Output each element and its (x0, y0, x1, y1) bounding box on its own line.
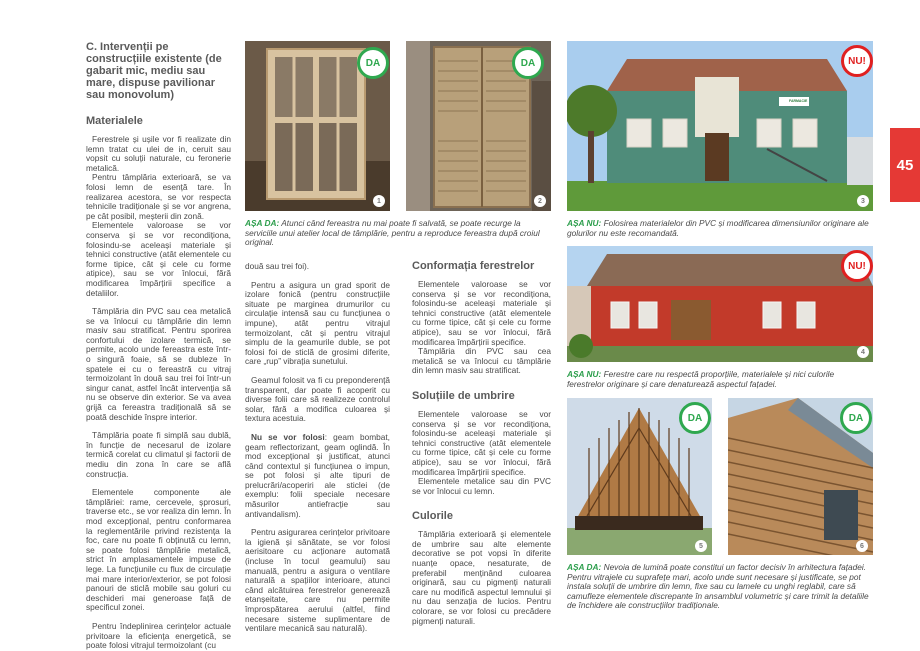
paragraph: Nu se vor folosi: geam bombat, geam reflectorizant, geam oglindă. În mod excepțional și justificat, atunci când contextul și funcțiunea o impun, se pot folosi și alte tipuri de prelucrări/acoperiri ale sticlei (de exemplu: folii speciale necesare măsurilor antiefracție sau antivandalism). (245, 431, 390, 519)
caption-photo-3 (567, 219, 873, 238)
badge-nu: NU! (841, 45, 873, 77)
paragraph: Pentru tâmplăria exterioară, se va folosi lemn de esență tare. În realizarea acestora, se vor respecta tehnicile tradiționale și se vor angrena, pe cât posibil, meșterii din zonă. (86, 172, 231, 221)
caption-label: AȘA NU: (567, 369, 602, 379)
caption-photos-1-2 (245, 219, 551, 248)
caption-text: Ferestre care nu respectă proporțiile, materialele și nici culorile ferestrelor originare și care denaturează aspectul fațadei. (567, 369, 835, 389)
paragraph: Pentru a asigura un grad sporit de izolare fonică (pentru construcțiile situate pe marginea drumurilor cu circulație intensă sau cu funcțiunea o impune), atât pentru vitrajul termoizolant, cât și pentru vitrajul simplu de la geamurile duble, se pot folosi foi de sticlă de grosimi diferite, care „rup” vibrația sunetului. (245, 279, 390, 367)
photo-red-house (567, 246, 873, 362)
badge-da: DA (840, 402, 872, 434)
section-title-conformatie: Conformația ferestrelor (412, 260, 535, 272)
column-1-body (86, 135, 231, 651)
chapter-heading: C. Intervenții pe construcțiile existente (de gabarit mic, mediu sau mare, dispuse pavilionar sau monovolum) (86, 41, 222, 101)
photo-number: 6 (856, 540, 868, 552)
column-2 (245, 262, 390, 634)
paragraph: Elementele valoroase se vor conserva și se vor recondiționa, folosindu-se aceleași materiale și tehnici constructive (atât elementele cu forme tipice, cât și cele cu forme atipice), sau se vor înlocui, fără modificarea împărțirii specifice. (412, 408, 551, 477)
caption-photo-4 (567, 370, 873, 389)
paragraph: Ferestrele și ușile vor fi realizate din lemn tratat cu ulei de in, ceruit sau vopsit cu soluții naturale, cu feronerie metalică. (86, 134, 231, 173)
badge-da: DA (512, 47, 544, 79)
photo-timber-slats (728, 398, 873, 555)
pharmacy-sign: FARMACIE (789, 99, 808, 103)
photo-number: 3 (857, 195, 869, 207)
badge-da: DA (679, 402, 711, 434)
photo-shutters (406, 41, 551, 211)
caption-text: Nevoia de lumină poate constitui un factor decisiv în arhitectura fațadei. Pentru vitrajele cu suprafețe mari, acolo unde sunt necesare și justificate, se pot instala soluții de umbrire din lemn, fixe sau cu lamele cu unghi reglabil, care să camufleze elementele discrepante în ansamblul volumetric și care trimit la detaliile de închidere ale construcțiilor tradiționale. (567, 562, 869, 611)
page-number: 45 (896, 156, 914, 174)
section-title-umbrire: Soluțiile de umbrire (412, 389, 515, 402)
caption-label: AȘA NU: (567, 218, 602, 228)
photo-window-frame (245, 41, 390, 211)
column-1 (86, 41, 231, 651)
caption-label: AȘA DA: (245, 218, 280, 228)
caption-photos-5-6 (567, 563, 873, 611)
caption-text: Atunci când fereastra nu mai poate fi salvată, se poate recurge la serviciile unui atelier local de tâmplărie, pentru a reproduce fereastra după croiul original. (245, 218, 540, 248)
paragraph: Geamul folosit va fi cu preponderență transparent, dar poate fi acoperit cu diverse folii care să realizeze controlul solar, fără a modifica culoarea și textura acestuia. (245, 374, 390, 424)
column-3 (412, 260, 551, 626)
photo-number: 2 (534, 195, 546, 207)
section-title-culorile: Culorile (412, 510, 453, 523)
photo-timber-gable (567, 398, 712, 555)
paragraph: Tâmplăria poate fi simplă sau dublă, în funcție de necesarul de izolare termică corelat cu climatul și factorii de mediu din zona în care se află construcția. (86, 430, 231, 479)
section-title-materiale: Materialele (86, 115, 143, 127)
photo-number: 1 (373, 195, 385, 207)
caption-label: AȘA DA: (567, 562, 602, 572)
paragraph: Pentru îndeplinirea cerințelor actuale privitoare la eficiența energetică, se poate folosi vitrajul termoizolant (cu (86, 620, 231, 651)
caption-text: Folosirea materialelor din PVC și modificarea dimensiunilor originare ale golurilor nu este recomandată. (567, 218, 869, 238)
paragraph: Elementele valoroase se vor conserva și se vor recondiționa, folosindu-se aceleași materiale și tehnici constructive (atât elementele cu forme tipice, cât și cele cu forme atipice), sau se vor înlocui, fără modificarea împărțirii specifice. (412, 279, 551, 347)
page-number-tab (890, 128, 920, 202)
red-house-illustration (567, 246, 873, 362)
photo-number: 4 (857, 346, 869, 358)
paragraph: Elementele metalice sau din PVC se vor înlocui cu lemn. (412, 476, 551, 496)
badge-da: DA (357, 47, 389, 79)
badge-nu: NU! (841, 250, 873, 282)
pharmacy-illustration (567, 41, 873, 211)
paragraph: Pentru asigurarea cerințelor privitoare la igienă și sănătate, se vor folosi aerisitoare cu acționare automată (incluse în tocul geamului) sau manuală, pentru a asigura o ventilare naturală a spațiilor interioare, atunci când alcătuirea ferestrelor generează etanșeitate, care nu permite împrospătarea aerului (altfel, fiind necesare sisteme suplimentare de ventilare mecanică sau naturală). (245, 527, 390, 634)
paragraph: Tâmplăria exterioară și elementele de umbrire sau alte elemente decorative se pot vopsi în diferite nuanțe opace, nesaturate, de preferabil menținând culoarea originară, sau cu pigmenți naturali care nu modifică aspectul lemnului și nu dau senzația de lucios. Pentru colorare, se vor folosi cu precădere pigmenți naturali. (412, 529, 551, 626)
paragraph: Elementele componente ale tâmplăriei: rame, cercevele, șprosuri, traverse etc., se vor realiza din lemn. În mod excepțional, pentru conformarea la reglementările privind rezistența la foc, care nu poate fi obținută cu lemn, se poate folosi tâmplărie metalică, strict în amplasamentele impuse de lege. La funcțiunile cu flux de circulație mai mare interior/exterior, se pot folosi panouri de sticlă mobile sau goluri cu deschideri mai generoase față de specificul zonei. (86, 487, 231, 613)
photo-pharmacy-building (567, 41, 873, 211)
bold-lead: Nu se vor folosi (251, 431, 325, 442)
paragraph: Elementele valoroase se vor conserva și se vor recondiționa, folosindu-se aceleași materiale și tehnici constructive (atât elementele cu forme tipice, cât și cele cu forme atipice), sau se vor înlocui, fără modificarea împărțirii specifice a detaliilor. (86, 220, 231, 298)
paragraph: Tâmplăria din PVC sau cea metalică se va înlocui cu tâmplărie din lemn masiv sau stratificat. Pentru sporirea confortului de izolare termică, se permite, acolo unde fereastra este într-o singură foaie, să se dubleze în spatele ei cu o fereastră cu vitraj termoizolant în două sau trei foi într-un singur canat, astfel încât intervenția să nu se observe din exterior. Se va avea grijă ca fereastra tradițională să se poată deschide înspre interior. (86, 306, 231, 422)
paragraph: două sau trei foi). (245, 261, 310, 271)
photo-number: 5 (695, 540, 707, 552)
paragraph: Tâmplăria din PVC sau cea metalică se va înlocui cu tâmplărie din lemn masiv sau stratificat. (412, 346, 551, 376)
